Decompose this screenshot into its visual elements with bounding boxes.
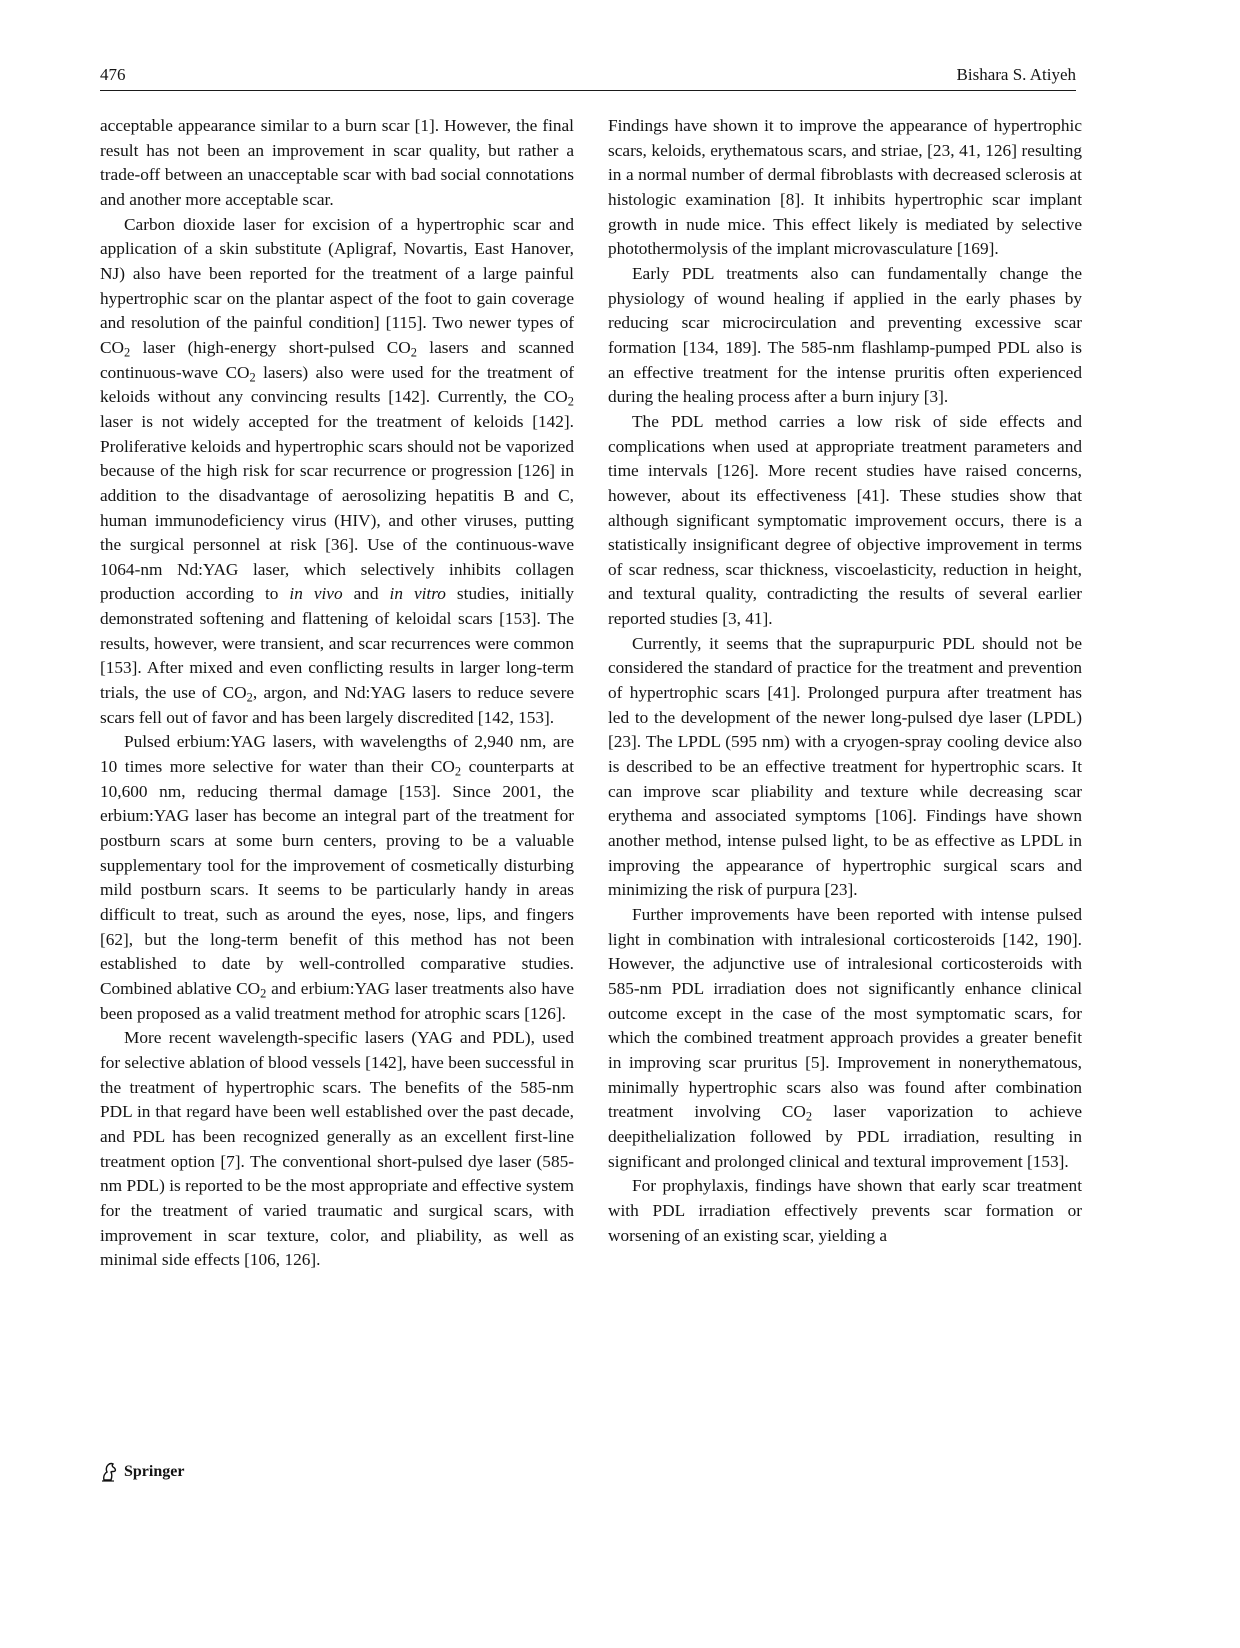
page-header (100, 62, 1076, 88)
paragraph: Pulsed erbium:YAG lasers, with wavelengths of 2,940 nm, are 10 times more selective for water than their $CO_2$ counterparts at 10,600 nm, reducing thermal damage [153]. Since 2001, the erbium:YAG laser has become an integral part of the treatment for postburn scars at some burn centers, proving to be a valuable supplementary tool for the improvement of cosmetically disturbing mild postburn scars. It seems to be particularly handy in areas difficult to treat, such as around the eyes, nose, lips, and fingers [62], but the long-term benefit of this method has not been established to date by well-controlled comparative studies. Combined ablative $CO_2$ and erbium:YAG laser treatments also have been proposed as a valid treatment method for atrophic scars [126]. (100, 732, 574, 1023)
page-number: 476 (100, 65, 126, 84)
page-footer (100, 1460, 184, 1484)
paragraph: Currently, it seems that the suprapurpuric PDL should not be considered the standard of practice for the treatment and prevention of hypertrophic scars [41]. Prolonged purpura after treatment has led to the development of the newer long-pulsed dye laser (LPDL) [23]. The LPDL (595 nm) with a cryogen-spray cooling device also is described to be an effective treatment for hypertrophic scars. It can improve scar pliability and texture while decreasing scar erythema and associated symptoms [106]. Findings have shown another method, intense pulsed light, to be as effective as LPDL in improving the appearance of hypertrophic surgical scars and minimizing the risk of purpura [23]. (608, 633, 1082, 900)
paragraph: Carbon dioxide laser for excision of a hypertrophic scar and application of a skin substitute (Apligraf, Novartis, East Hanover, NJ) also have been reported for the treatment of a large painful hypertrophic scar on the plantar aspect of the foot to gain coverage and resolution of the painful condition] [115]. Two newer types of $CO_2$ laser (high-energy short-pulsed $CO_2$ lasers and scanned continuous-wave $CO_2$ lasers) also were used for the treatment of keloids without any convincing results [142]. Currently, the $CO_2$ laser is not widely accepted for the treatment of keloids [142]. Proliferative keloids and hypertrophic scars should not be vaporized because of the high risk for scar recurrence or progression [126] in addition to the disadvantage of aerosolizing hepatitis B and C, human immunodeficiency virus (HIV), and other viruses, putting the surgical personnel at risk [36]. Use of the continuous-wave 1064-nm Nd:YAG laser, which selectively inhibits collagen production according to in vivo and in vitro studies, initially demonstrated softening and flattening of keloidal scars [153]. The results, however, were transient, and scar recurrences were common [153]. After mixed and even conflicting results in larger long-term trials, the use of $CO_2$, argon, and Nd:YAG lasers to reduce severe scars fell out of favor and has been largely discredited [142, 153]. (100, 214, 575, 727)
header-rule (100, 90, 1076, 91)
springer-horse-icon (100, 1462, 118, 1482)
paragraph: More recent wavelength-specific lasers (YAG and PDL), used for selective ablation of blood vessels [142], have been successful in the treatment of hypertrophic scars. The benefits of the 585-nm PDL in that regard have been well established over the past decade, and PDL has been recognized generally as an excellent first-line treatment option [7]. The conventional short-pulsed dye laser (585-nm PDL) is reported to be the most appropriate and effective system for the treatment of varied traumatic and surgical scars, with improvement in scar texture, color, and pliability, as well as minimal side effects [106, 126]. (100, 1028, 574, 1270)
right-column (608, 114, 1082, 1248)
paragraph: Further improvements have been reported with intense pulsed light in combination with intralesional corticosteroids [142, 190]. However, the adjunctive use of intralesional corticosteroids with 585-nm PDL irradiation does not significantly enhance clinical outcome except in the case of the most symptomatic scars, for which the combined treatment approach provides a greater benefit in improving scar pruritus [5]. Improvement in nonerythematous, minimally hypertrophic scars also was found after combination treatment involving $CO_2$ laser vaporization to achieve deepithelialization followed by PDL irradiation, resulting in significant and prolonged clinical and textural improvement [153]. (608, 905, 1083, 1171)
paragraph: Early PDL treatments also can fundamentally change the physiology of wound healing if applied in the early phases by reducing scar microcirculation and preventing excessive scar formation [134, 189]. The 585-nm flashlamp-pumped PDL also is an effective treatment for the intense pruritis often experienced during the healing process after a burn injury [3]. (608, 263, 1082, 407)
paragraph: The PDL method carries a low risk of side effects and complications when used at appropriate treatment parameters and time intervals [126]. More recent studies have raised concerns, however, about its effectiveness [41]. These studies show that although significant symptomatic improvement occurs, there is a statistically insignificant degree of objective improvement in terms of scar redness, scar thickness, viscoelasticity, reduction in height, and textural quality, contradicting the results of several earlier reported studies [3, 41]. (608, 411, 1082, 629)
running-head-author: Bishara S. Atiyeh (956, 65, 1076, 84)
left-column (100, 114, 574, 1273)
publisher-name: Springer (124, 1463, 185, 1480)
paragraph: For prophylaxis, findings have shown that early scar treatment with PDL irradiation effectively prevents scar formation or worsening of an existing scar, yielding a (608, 1176, 1082, 1245)
paragraph: acceptable appearance similar to a burn scar [1]. However, the final result has not been an improvement in scar quality, but rather a trade-off between an unacceptable scar with bad social connotations and another more acceptable scar. (100, 116, 574, 209)
paragraph: Findings have shown it to improve the appearance of hypertrophic scars, keloids, erythematous scars, and striae, [23, 41, 126] resulting in a normal number of dermal fibroblasts with decreased sclerosis at histologic examination [8]. It inhibits hypertrophic scar implant growth in nude mice. This effect likely is mediated by selective photothermolysis of the implant microvasculature [169]. (608, 116, 1082, 259)
